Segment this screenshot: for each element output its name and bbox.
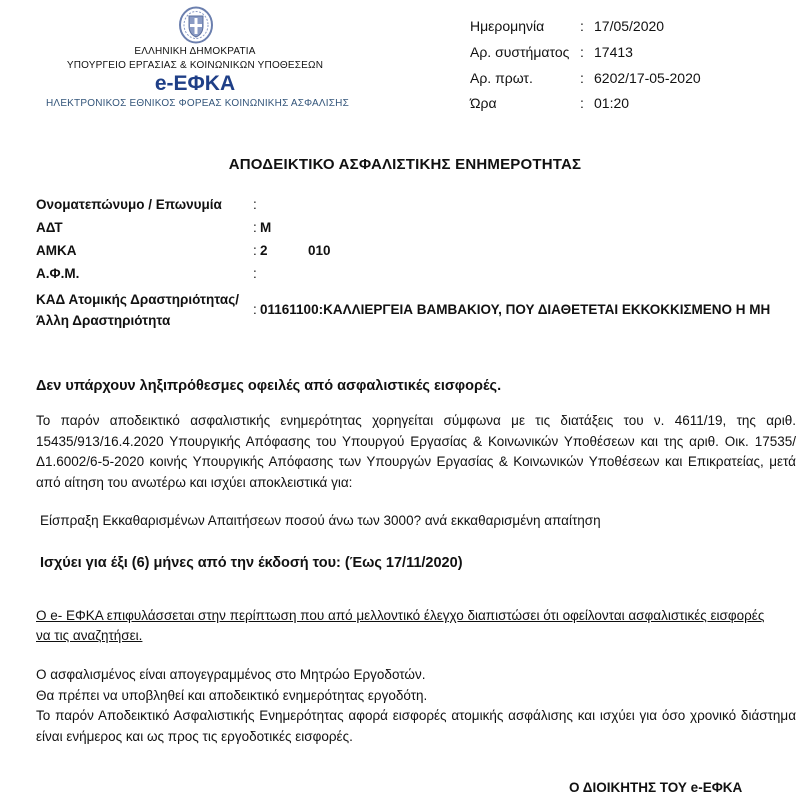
amka-colon: : [253,243,257,258]
adt-label: ΑΔΤ [36,220,63,235]
org-name-line2: ΥΠΟΥΡΓΕΙΟ ΕΡΓΑΣΙΑΣ & ΚΟΙΝΩΝΙΚΩΝ ΥΠΟΘΕΣΕΩΝ [66,60,324,71]
name-label: Ονοματεπώνυμο / Επωνυμία [36,197,222,212]
protocol-number-label: Αρ. πρωτ. [470,70,533,86]
kad-colon: : [253,302,257,317]
note-employer-registry: Ο ασφαλισμένος είναι απογεγραμμένος στο Μητρώο Εργοδοτών. [36,667,426,682]
protocol-number-value: 6202/17-05-2020 [594,70,701,86]
system-number-colon: : [580,44,584,60]
greek-coat-of-arms-icon [178,6,214,44]
protocol-number-colon: : [580,70,584,86]
amka-label: ΑΜΚΑ [36,243,77,258]
notes-block [36,665,796,747]
note-employer-certificate: Θα πρέπει να υποβληθεί και αποδεικτικό ενημερότητας εργοδότη. [36,687,428,703]
time-value: 01:20 [594,95,630,111]
amka-value-start: 2 [260,243,268,258]
kad-label-line2: Άλλη Δραστηριότητα [36,313,171,328]
adt-value: Μ [260,220,272,235]
amka-value-end: 010 [308,243,331,258]
document-title: ΑΠΟΔΕΙΚΤΙΚΟ ΑΣΦΑΛΙΣΤΙΚΗΣ ΕΝΗΜΕΡΟΤΗΤΑΣ [228,156,582,173]
date-label: Ημερομηνία [470,18,545,34]
legal-paragraph: Το παρόν αποδεικτικό ασφαλιστικής ενημερότητας χορηγείται σύμφωνα με τις διατάξεις του ν. 4611/19, της αριθ. 15435/913/16.4.2020 Υπουργικής Απόφασης του Υπουργού Εργασίας & Κοινωνικών Υποθέσεων και της αριθ. Οικ. 17535/Δ1.6002/6-5-2020 κοινής Υπουργικής Απόφασης των Υπουργών Εργασίας & Κοινωνικών Υποθέσεων και Επικρατείας, μετά από αίτηση του ανωτέρω και ισχύει αποκλειστικά για: [36,413,796,490]
no-overdue-statement: Δεν υπάρχουν ληξιπρόθεσμες οφειλές από ασφαλιστικές εισφορές. [36,378,502,394]
name-colon: : [253,197,257,212]
time-colon: : [580,95,584,111]
note-individual-insurance: Το παρόν Αποδεικτικό Ασφαλιστικής Ενημερότητας αφορά εισφορές ατομικής ασφάλισης και ισχύει για όσο χρονικό διάστημα είναι ενήμερος και ως προς τις εργοδοτικές εισφορές. [36,708,796,744]
date-value: 17/05/2020 [594,18,665,34]
validity-text: Ισχύει για έξι (6) μήνες από την έκδοσή του: (Έως 17/11/2020) [40,555,463,571]
time-label: Ώρα [470,95,497,111]
system-number-value: 17413 [594,44,633,60]
reservation-notice: Ο e- ΕΦΚΑ επιφυλάσσεται στην περίπτωση που από μελλοντικό έλεγχο διαπιστώσει ότι οφείλονται ασφαλιστικές εισφορές να τις αναζητήσει. [36,608,765,643]
org-name-line1: ΕΛΛΗΝΙΚΗ ΔΗΜΟΚΡΑΤΙΑ [134,46,256,57]
afm-colon: : [253,266,257,281]
purpose-text: Είσπραξη Εκκαθαρισμένων Απαιτήσεων ποσού άνω των 3000? ανά εκκαθαρισμένη απαίτηση [40,513,601,528]
kad-value: 01161100:ΚΑΛΛΙΕΡΓΕΙΑ ΒΑΜΒΑΚΙΟΥ, ΠΟΥ ΔΙΑΘΕΤΕΤΑΙ ΕΚΚΟΚΚΙΣΜΕΝΟ Η ΜΗ [260,302,771,317]
brand-logo-text: e-ΕΦΚΑ [154,72,236,95]
afm-label: Α.Φ.Μ. [36,266,80,281]
kad-label-line1: ΚΑΔ Ατομικής Δραστηριότητας/ [36,292,239,307]
adt-colon: : [253,220,257,235]
signature-title: Ο ΔΙΟΙΚΗΤΗΣ ΤΟΥ e-ΕΦΚΑ [569,780,743,795]
date-colon: : [580,18,584,34]
system-number-label: Αρ. συστήματος [470,44,570,60]
brand-tagline: ΗΛΕΚΤΡΟΝΙΚΟΣ ΕΘΝΙΚΟΣ ΦΟΡΕΑΣ ΚΟΙΝΩΝΙΚΗΣ ΑΣΦΑΛΙΣΗΣ [46,98,349,109]
